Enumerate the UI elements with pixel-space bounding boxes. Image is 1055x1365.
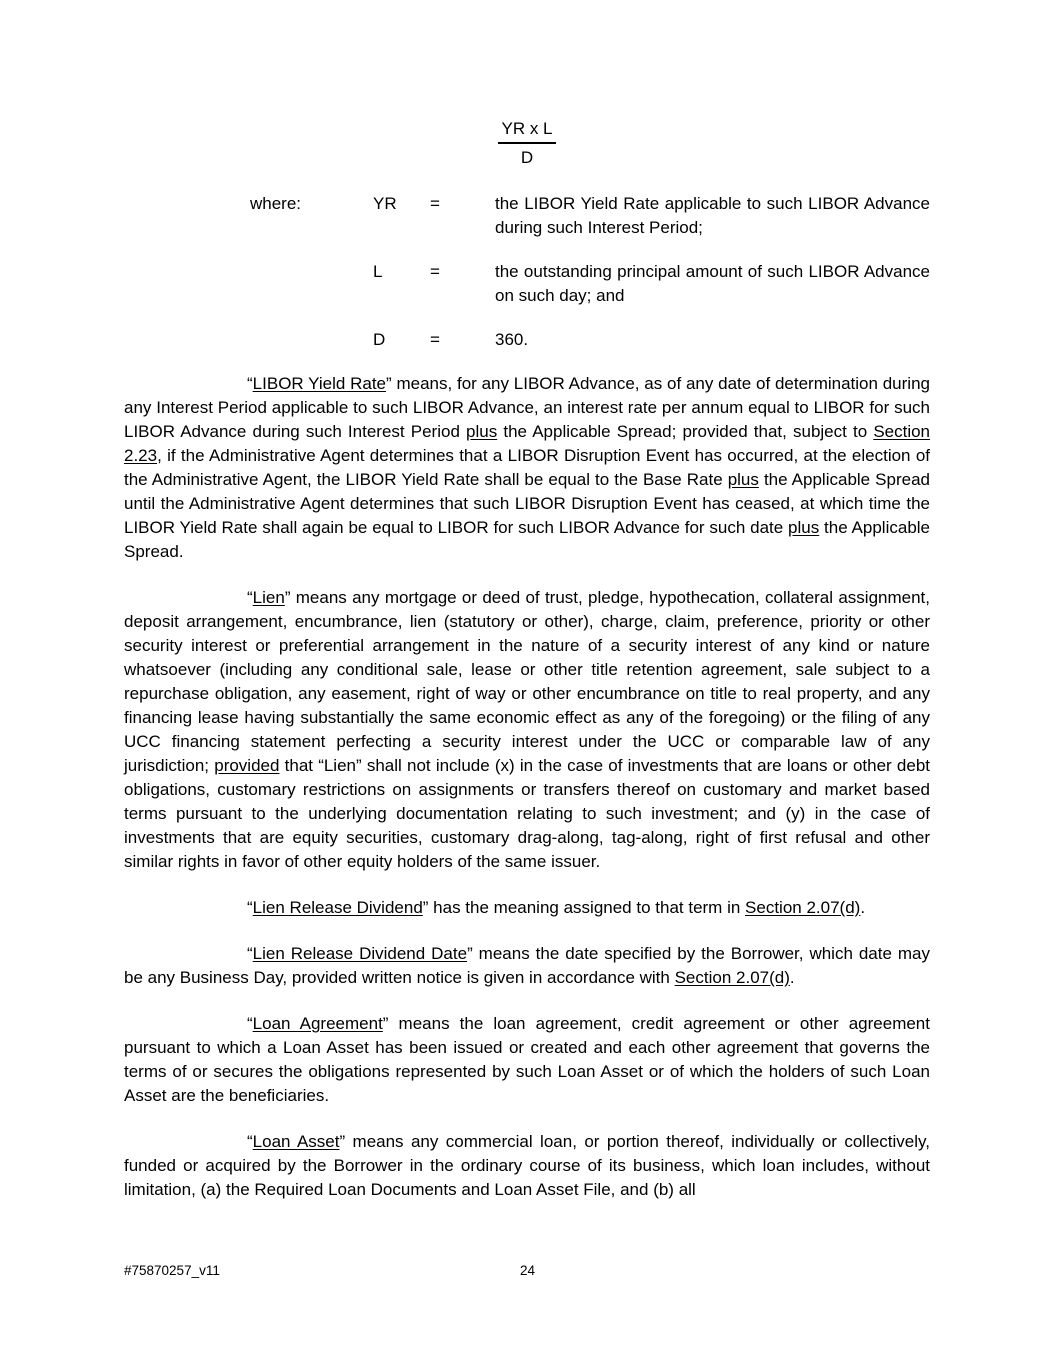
equals-sign: =: [430, 262, 440, 281]
underlined-text: Lien: [252, 588, 285, 607]
where-label-spacer: [250, 260, 373, 308]
underlined-text: Loan Agreement: [252, 1014, 383, 1033]
underlined-text: Section 2.23: [124, 422, 931, 465]
text-run: “: [247, 1014, 253, 1033]
underlined-text: plus: [466, 422, 498, 441]
underlined-text: Loan Asset: [252, 1132, 340, 1151]
where-definition-row: [250, 260, 930, 308]
text-run: the Applicable Spread.: [124, 518, 930, 561]
text-run: ” has the meaning assigned to that term in: [422, 898, 746, 917]
where-label: where:: [250, 194, 302, 213]
where-definition-row: [250, 328, 930, 352]
equals-sign: =: [430, 330, 440, 349]
text-run: ” means any mortgage or deed of trust, pledge, hypothecation, collateral assignment, deposit arrangement, encumbrance, lien (statutory or other), charge, claim, preference, priority or other security interest or preferential arrangement in the nature of a security interest of any kind or nature whatsoever (including any conditional sale, lease or other title retention agreement, sale subject to a repurchase obligation, any easement, right of way or other encumbrance on title to real property, and any financing lease having substantially the same economic effect as any of the foregoing) or the filing of any UCC financing statement perfecting a security interest under the UCC or comparable law of any jurisdiction;: [124, 588, 930, 775]
where-label-spacer: [250, 328, 373, 352]
variable-symbol: D: [373, 330, 386, 349]
text-run: that “Lien” shall not include (x) in the case of investments that are loans or other debt obligations, customary restrictions on assignments or transfers thereof on customary and market based terms pursuant to the underlying documentation relating to such investment; and (y) in the case of investments that are equity securities, customary drag-along, tag-along, right of first refusal and other similar rights in favor of other equity holders of the same issuer.: [124, 756, 930, 871]
text-run: ” means any commercial loan, or portion thereof, individually or collectively, funded or acquired by the Borrower in the ordinary course of its business, which loan includes, without limitation, (a) the Required Loan Documents and Loan Asset File, and (b) all: [124, 1132, 930, 1199]
text-run: ” means, for any LIBOR Advance, as of any date of determination during any Interest Period applicable to such LIBOR Advance, an interest rate per annum equal to LIBOR for such LIBOR Advance during such Interest Period: [124, 374, 930, 441]
text-run: “: [247, 944, 253, 963]
underlined-text: Section 2.07(d): [745, 898, 861, 917]
definition-paragraph-loan-agreement: [124, 1012, 930, 1108]
variable-symbol: L: [373, 262, 383, 281]
text-run: the Applicable Spread until the Administrative Agent determines that such LIBOR Disruption Event has ceased, at which time the LIBOR Yield Rate shall again be equal to LIBOR for such LIBOR Advance for such date: [124, 470, 930, 537]
text-run: , if the Administrative Agent determines that a LIBOR Disruption Event has occurred, at the election of the Administrative Agent, the LIBOR Yield Rate shall be equal to the Base Rate: [124, 446, 930, 489]
text-run: the Applicable Spread; provided that, subject to: [497, 422, 874, 441]
definition-paragraph-loan-asset: [124, 1130, 930, 1202]
text-run: “: [247, 374, 253, 393]
text-run: .: [860, 898, 866, 917]
text-run: .: [789, 968, 795, 987]
formula-denominator: D: [520, 148, 534, 167]
where-definition-row: [250, 192, 930, 240]
formula-block: [124, 116, 930, 170]
text-run: “: [247, 588, 253, 607]
definition-paragraph-libor-yield-rate: [124, 372, 930, 564]
underlined-text: Lien Release Dividend Date: [252, 944, 468, 963]
variable-definition: the LIBOR Yield Rate applicable to such LIBOR Advance during such Interest Period;: [495, 194, 930, 237]
where-block: [250, 192, 930, 352]
underlined-text: Lien Release Dividend: [252, 898, 423, 917]
text-run: “: [247, 898, 253, 917]
variable-definition: the outstanding principal amount of such LIBOR Advance on such day; and: [495, 262, 930, 305]
underlined-text: plus: [727, 470, 759, 489]
underlined-text: LIBOR Yield Rate: [252, 374, 387, 393]
formula-numerator: YR x L: [498, 116, 555, 144]
underlined-text: Section 2.07(d): [674, 968, 790, 987]
text-run: ” means the date specified by the Borrower, which date may be any Business Day, provided written notice is given in accordance with: [124, 944, 930, 987]
text-run: “: [247, 1132, 253, 1151]
variable-symbol: YR: [373, 194, 397, 213]
definition-paragraph-lien-release-dividend: [124, 896, 930, 920]
underlined-text: plus: [788, 518, 820, 537]
text-run: ” means the loan agreement, credit agreement or other agreement pursuant to which a Loan Asset has been issued or created and each other agreement that governs the terms of or secures the obligations represented by such Loan Asset or of which the holders of such Loan Asset are the beneficiaries.: [124, 1014, 930, 1105]
footer-document-id: #75870257_v11: [124, 1263, 220, 1278]
definition-paragraph-lien: [124, 586, 930, 874]
variable-definition: 360.: [495, 330, 529, 349]
equals-sign: =: [430, 194, 440, 213]
footer-page-number: 24: [519, 1263, 536, 1278]
definition-paragraph-lien-release-dividend-date: [124, 942, 930, 990]
formula-fraction: [498, 116, 555, 170]
underlined-text: provided: [214, 756, 280, 775]
